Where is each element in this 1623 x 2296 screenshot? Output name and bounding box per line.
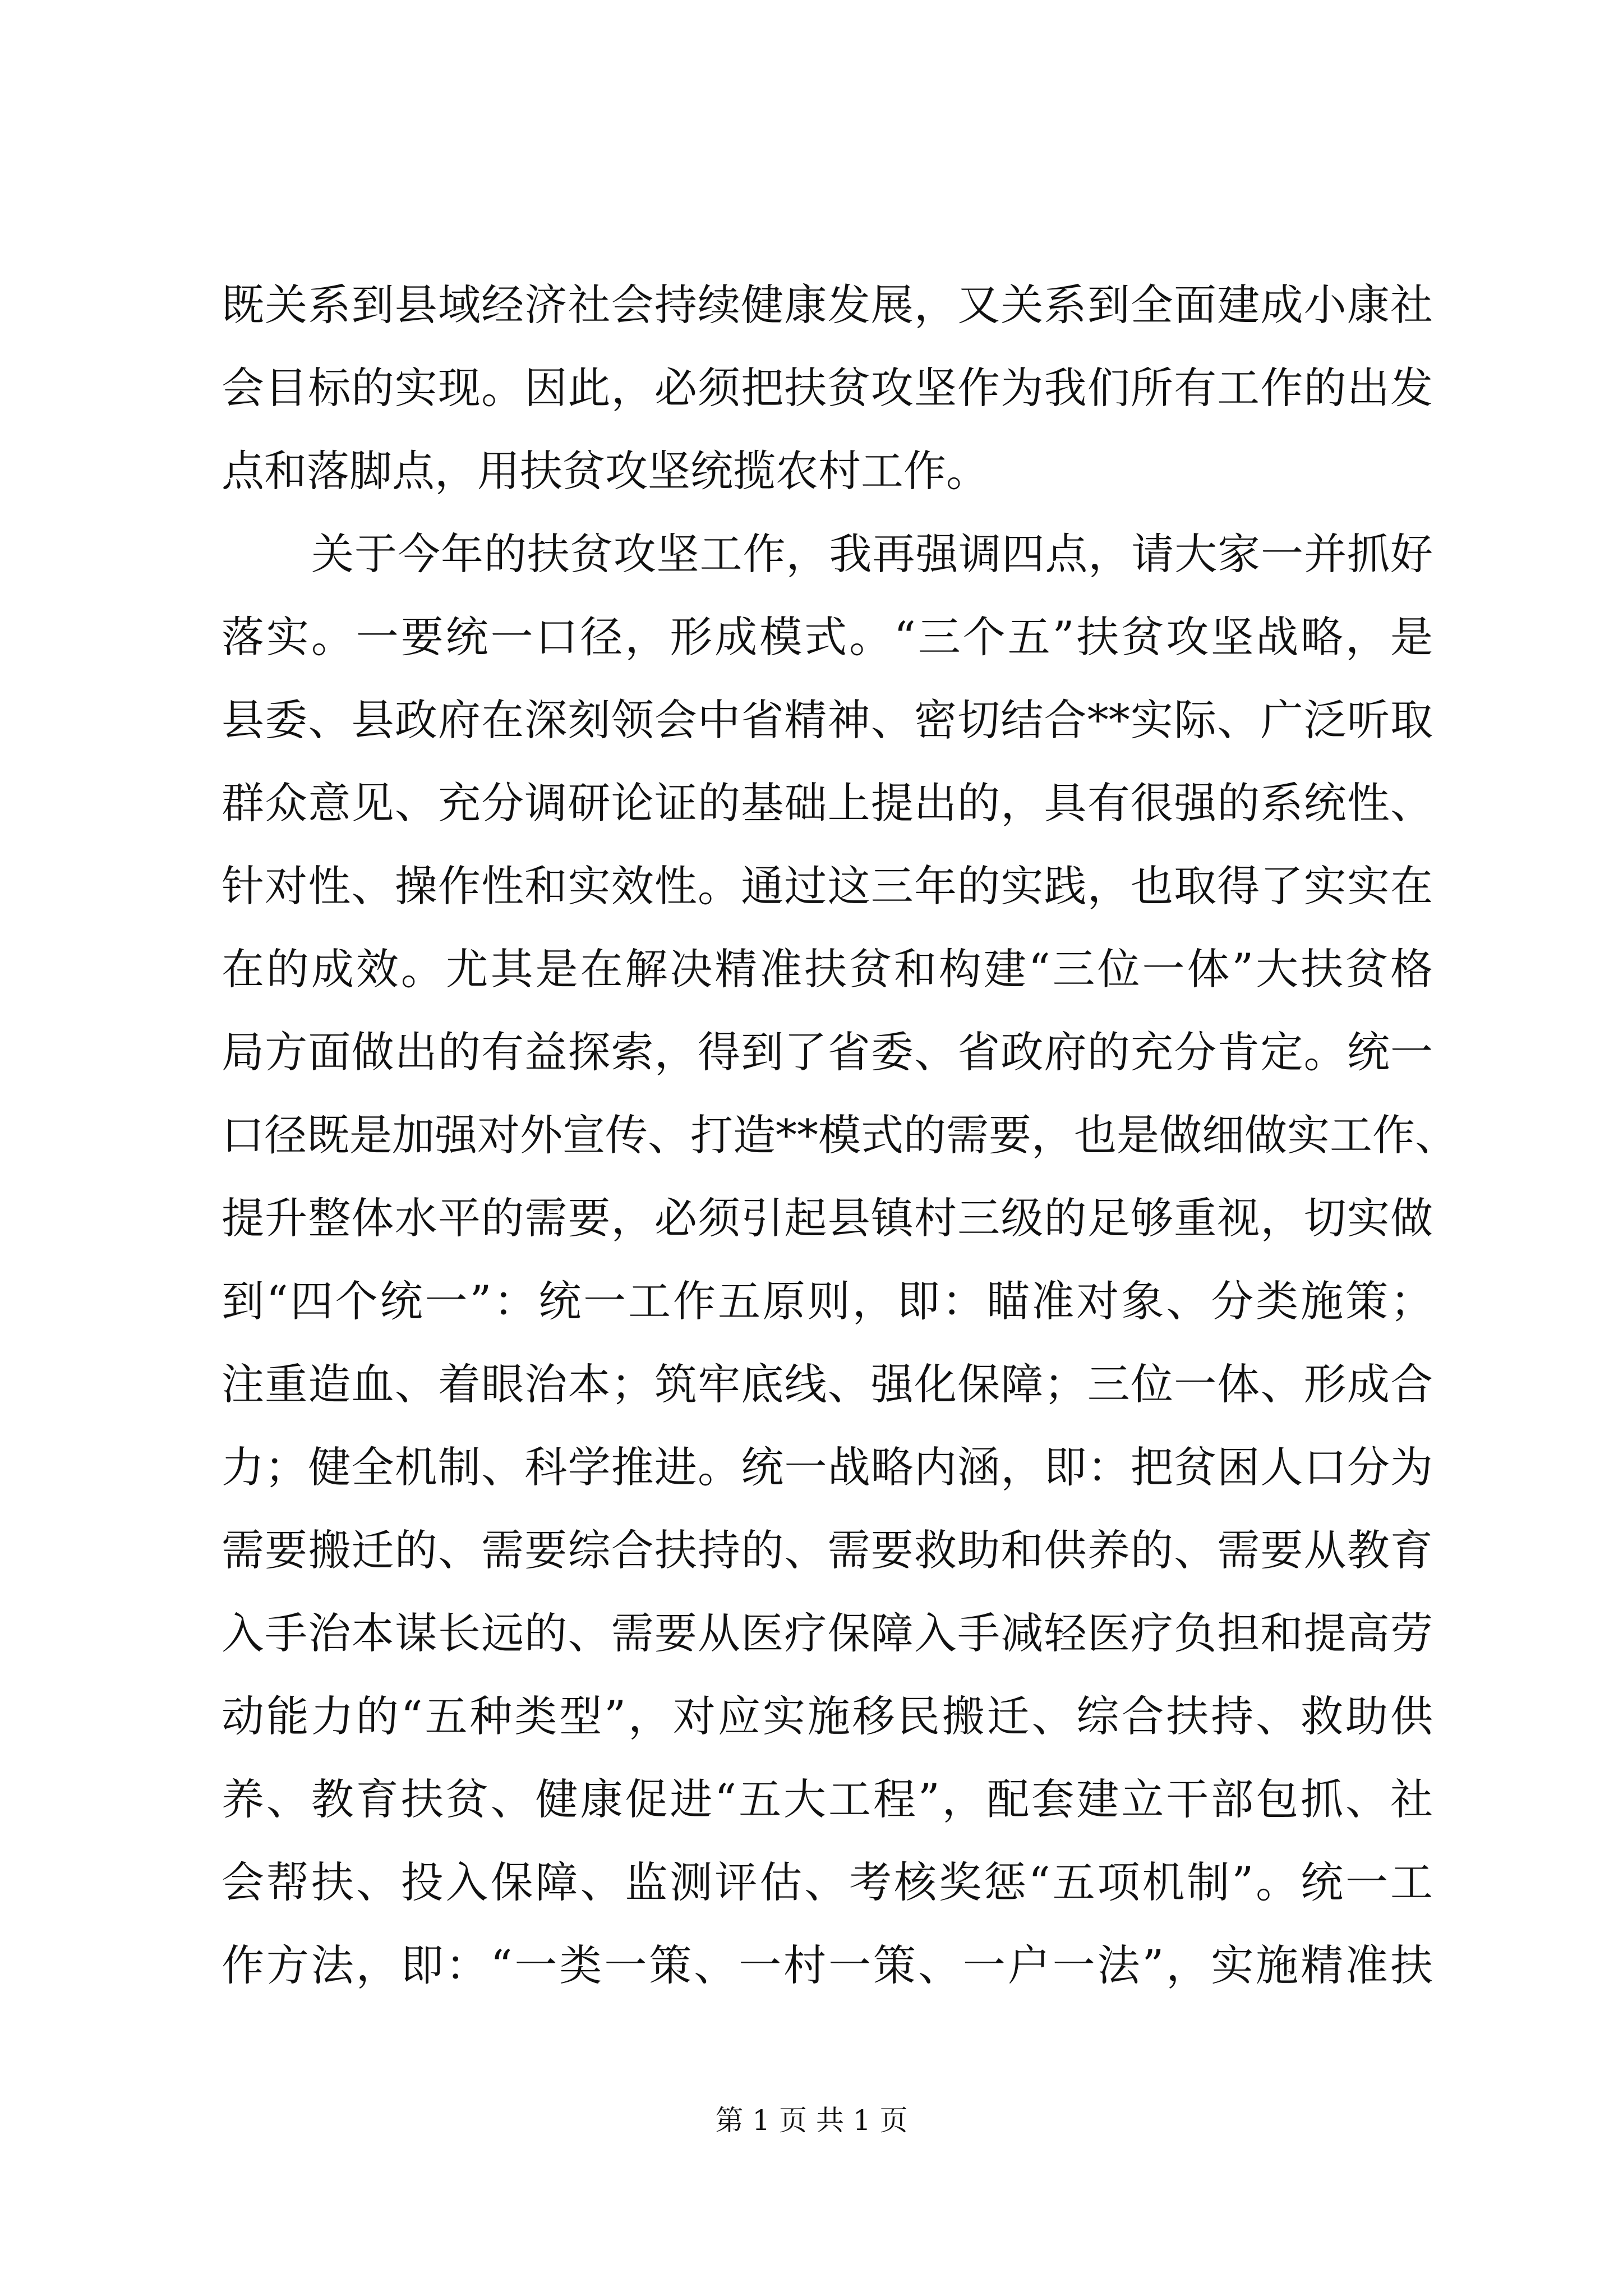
page-number-footer: 第 1 页 共 1 页 [715,2104,908,2137]
text-line: 需要搬迁的、需要综合扶持的、需要救助和供养的、需要从教育 [222,1525,1433,1575]
text-line: 针对性、操作性和实效性。通过这三年的实践，也取得了实实在 [222,861,1433,911]
document-body [222,264,1458,2007]
text-line: 既关系到县域经济社会持续健康发展，又关系到全面建成小康社 [222,280,1433,330]
text-line: 注重造血、着眼治本；筑牢底线、强化保障；三位一体、形成合 [222,1359,1433,1409]
text-line: 到“四个统一”：统一工作五原则，即：瞄准对象、分类施策； [222,1276,1433,1326]
text-line: 县委、县政府在深刻领会中省精神、密切结合**实际、广泛听取 [222,695,1433,745]
text-line: 点和落脚点，用扶贫攻坚统揽农村工作。 [222,446,989,496]
text-line: 在的成效。尤其是在解决精准扶贫和构建“三位一体”大扶贫格 [222,944,1433,994]
text-line: 口径既是加强对外宣传、打造**模式的需要，也是做细做实工作、 [222,1110,1458,1160]
text-line: 局方面做出的有益探索，得到了省委、省政府的充分肯定。统一 [222,1027,1433,1077]
text-line: 养、教育扶贫、健康促进“五大工程”，配套建立干部包抓、社 [222,1774,1433,1824]
text-line: 动能力的“五种类型”，对应实施移民搬迁、综合扶持、救助供 [222,1691,1433,1741]
text-line: 会帮扶、投入保障、监测评估、考核奖惩“五项机制”。统一工 [222,1857,1433,1907]
text-line: 关于今年的扶贫攻坚工作，我再强调四点，请大家一并抓好 [311,529,1433,579]
text-line: 落实。一要统一口径，形成模式。“三个五”扶贫攻坚战略，是 [222,612,1433,662]
text-line: 提升整体水平的需要，必须引起县镇村三级的足够重视，切实做 [222,1193,1433,1243]
text-line: 力；健全机制、科学推进。统一战略内涵，即：把贫困人口分为 [222,1442,1433,1492]
text-line: 会目标的实现。因此，必须把扶贫攻坚作为我们所有工作的出发 [222,363,1433,413]
text-line: 入手治本谋长远的、需要从医疗保障入手减轻医疗负担和提高劳 [222,1608,1433,1658]
text-line: 群众意见、充分调研论证的基础上提出的，具有很强的系统性、 [222,778,1433,828]
text-line: 作方法，即：“一类一策、一村一策、一户一法”，实施精准扶 [222,1940,1433,1990]
